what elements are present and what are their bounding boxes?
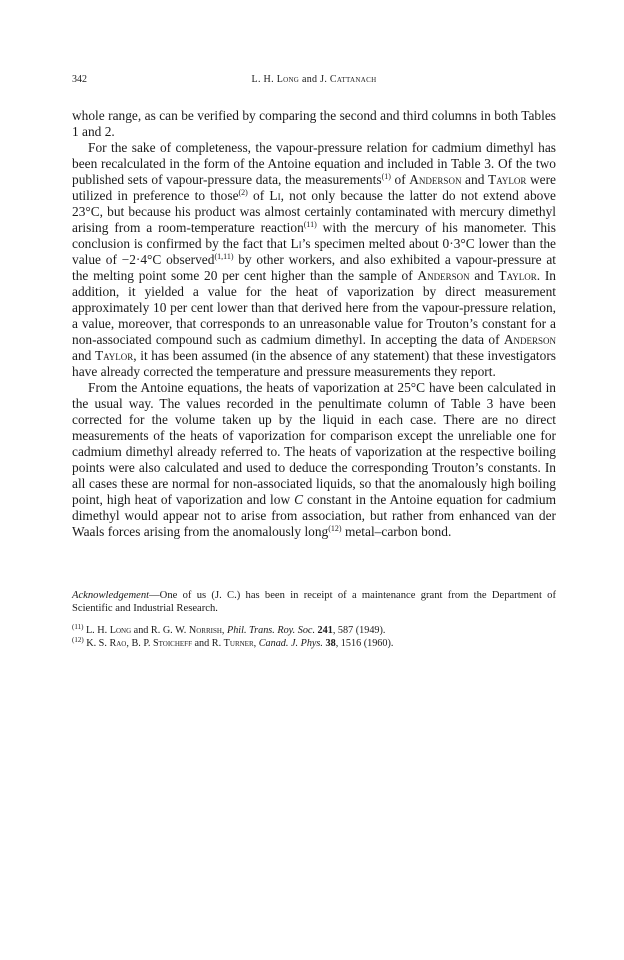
citation-ref: (12) (328, 524, 342, 533)
paragraph-continued: whole range, as can be verified by comparing the second and third columns in both Tables 1 and 2. (72, 108, 556, 139)
acknowledgement-label: Acknowledgement (72, 590, 150, 601)
citation-ref: (2) (238, 188, 248, 197)
paragraph-antoine-equations: From the Antoine equations, the heats of vaporization at 25°C have been calculated in the usual way. The values recorded in the penultimate column of Table 3 have been corrected for the volume taken up by the liquid in each case. There are no direct measurements of the heats of vaporization for comparison except the unreliable one for cadmium dimethyl already referred to. The heats of vaporization at the respective boiling points were also calculated and used to deduce the corresponding Trouton’s constants. In all cases these are normal for non-associated liquids, so that the anomalously high boiling point, high heat of vaporization and low C constant in the Antoine equation for cadmium dimethyl would appear not to arise from association, but rather from enhanced van der Waals forces arising from the anomalously long$^{(12)}$ metal–carbon bond. (72, 380, 556, 539)
acknowledgement: Acknowledgement—One of us (J. C.) has been in receipt of a maintenance grant from the Department of Scientific and Industrial Research. (72, 590, 556, 614)
page-number: 342 (72, 74, 87, 85)
citation-ref: (11) (303, 220, 317, 229)
running-header (72, 73, 556, 87)
citation-ref: (1) (381, 172, 391, 181)
reference-item: $^{(11)}$ L. H. Long and R. G. W. Norrish, Phil. Trans. Roy. Soc. 241, 587 (1949). (72, 623, 386, 636)
citation-ref: (1,11) (214, 252, 234, 261)
references (72, 624, 556, 650)
reference-item: $^{(12)}$ K. S. Rao, B. P. Stoicheff and R. Turner, Canad. J. Phys. 38, 1516 (1960). (72, 636, 394, 649)
paragraph-cadmium-dimethyl: For the sake of completeness, the vapour-pressure relation for cadmium dimethyl has been recalculated in the form of the Antoine equation and included in Table 3. Of the two published sets of vapour-pressure data, the measurements$^{(1)}$ of Anderson and Taylor were utilized in preference to those$^{(2)}$ of Li, not only because the latter do not extend above 23°C, but because his product was almost certainly contaminated with mercury dimethyl arising from a room-temperature reaction$^{(11)}$ with the mercury of his manometer. This conclusion is confirmed by the fact that Li’s specimen melted about 0·3°C lower than the value of −2·4°C observed$^{(1,11)}$ by other workers, and also exhibited a vapour-pressure at the melting point some 20 per cent higher than the sample of Anderson and Taylor. In addition, it yielded a value for the heat of vaporization by direct measurement approximately 10 per cent lower than that derived here from the vapour-pressure relation, a value, moreover, that corresponds to an unreasonable value for Trouton’s constant for a non-associated compound such as cadmium dimethyl. In accepting the data of Anderson and Taylor, it has been assumed (in the absence of any statement) that these investigators have already corrected the temperature and pressure measurements they report. (72, 140, 557, 379)
main-text (72, 108, 556, 540)
running-title: L. H. Long and J. Cattanach (251, 74, 377, 85)
